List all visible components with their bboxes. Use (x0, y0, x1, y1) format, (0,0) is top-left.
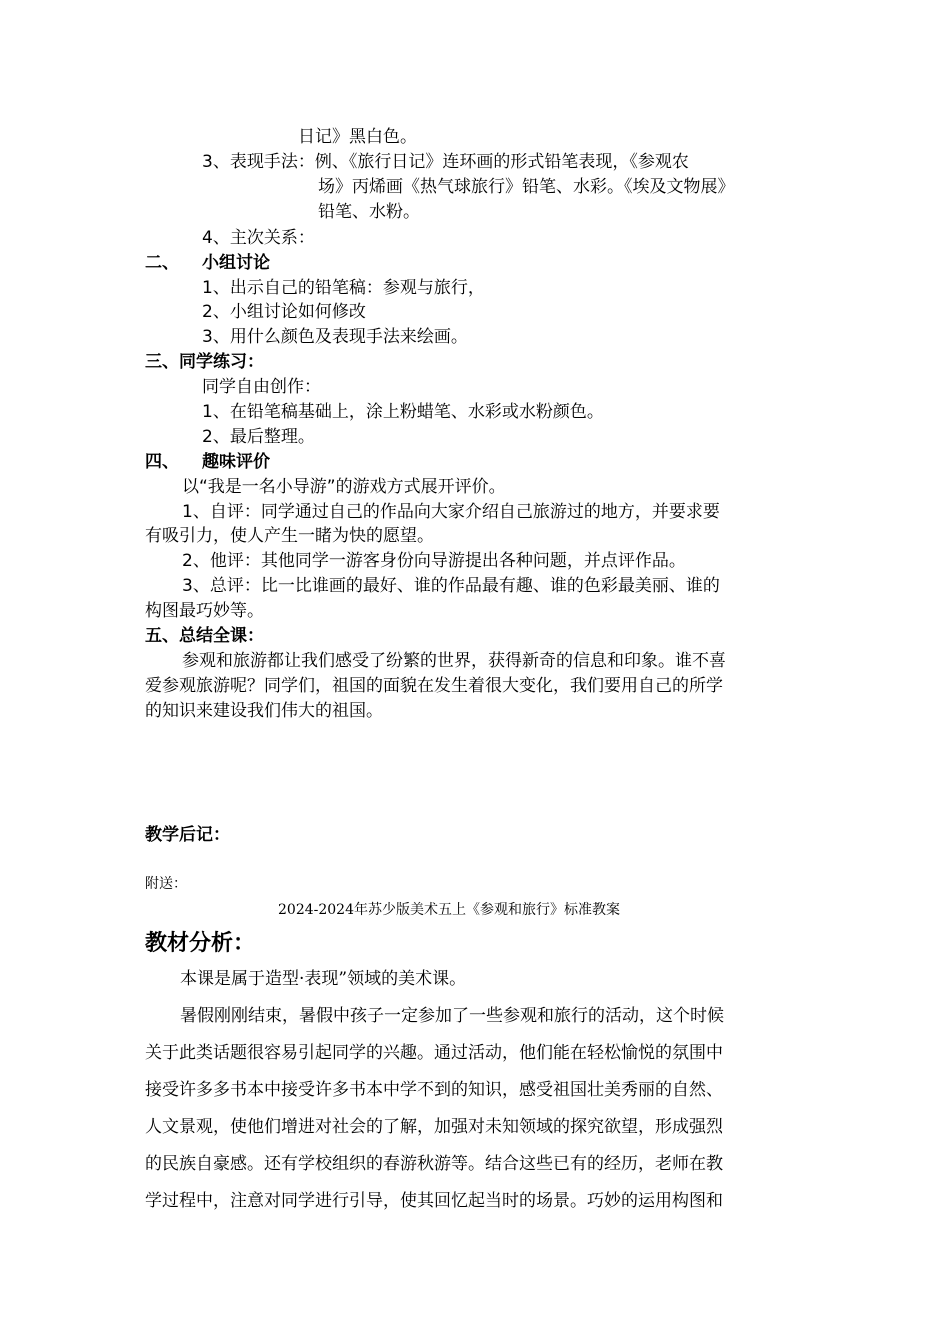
text-line: 场》丙烯画《热气球旅行》铅笔、水彩。《埃及文物展》 (318, 177, 735, 197)
section-title: 五、总结全课： (145, 626, 264, 646)
list-item: 2、小组讨论如何修改 (202, 302, 366, 322)
analysis-line: 人文景观，使他们增进对社会的了解，加强对未知领域的探究欲望，形成强烈 (145, 1117, 723, 1137)
document-title: 2024-2024年苏少版美术五上《参观和旅行》标准教案 (278, 902, 620, 918)
text-line: 的知识来建设我们伟大的祖国。 (145, 701, 383, 721)
section-title: 小组讨论 (202, 253, 270, 273)
text-line: 有吸引力，使人产生一睹为快的愿望。 (145, 526, 434, 546)
section-title: 三、同学练习： (145, 352, 264, 372)
text-line: 1、自评：同学通过自己的作品向大家介绍自己旅游过的地方，并要求要 (182, 502, 720, 522)
section-number: 四、 (145, 452, 179, 472)
list-item: 1、出示自己的铅笔稿：参观与旅行， (202, 278, 485, 298)
analysis-line: 的民族自豪感。还有学校组织的春游秋游等。结合这些已有的经历，老师在教 (145, 1154, 723, 1174)
list-item: 3、用什么颜色及表现手法来绘画。 (202, 327, 468, 347)
list-item: 2、最后整理。 (202, 427, 315, 447)
text-line: 4、主次关系： (202, 228, 315, 248)
text-line: 铅笔、水粉。 (318, 202, 420, 222)
text-line: 爱参观旅游呢？同学们，祖国的面貌在发生着很大变化，我们要用自己的所学 (145, 676, 723, 696)
section-number: 二、 (145, 253, 179, 273)
text-line: 3、总评：比一比谁画的最好、谁的作品最有趣、谁的色彩最美丽、谁的 (182, 576, 720, 596)
attached-label: 附送： (145, 876, 187, 892)
text-line: 构图最巧妙等。 (145, 601, 264, 621)
text-line: 2、他评：其他同学一游客身份向导游提出各种问题，并点评作品。 (182, 551, 686, 571)
analysis-line: 学过程中，注意对同学进行引导，使其回忆起当时的场景。巧妙的运用构图和 (145, 1191, 723, 1211)
text-line: 参观和旅游都让我们感受了纷繁的世界，获得新奇的信息和印象。谁不喜 (182, 651, 726, 671)
analysis-line: 本课是属于造型·表现”领域的美术课。 (180, 969, 467, 989)
text-line: 以“我是一名小导游”的游戏方式展开评价。 (182, 477, 506, 497)
list-item: 1、在铅笔稿基础上，涂上粉蜡笔、水彩或水粉颜色。 (202, 402, 604, 422)
analysis-line: 暑假刚刚结束，暑假中孩子一定参加了一些参观和旅行的活动，这个时候 (180, 1006, 724, 1026)
analysis-line: 关于此类话题很容易引起同学的兴趣。通过活动，他们能在轻松愉悦的氛围中 (145, 1043, 723, 1063)
text-line: 日记》黑白色。 (298, 127, 417, 147)
analysis-heading: 教材分析： (145, 930, 256, 956)
afterword-heading: 教学后记： (145, 825, 230, 845)
text-line: 同学自由创作： (202, 377, 321, 397)
text-line: 3、表现手法：例、《旅行日记》连环画的形式铅笔表现，《参观农 (202, 152, 689, 172)
analysis-line: 接受许多多书本中接受许多书本中学不到的知识，感受祖国壮美秀丽的自然、 (145, 1080, 723, 1100)
section-title: 趣味评价 (202, 452, 270, 472)
